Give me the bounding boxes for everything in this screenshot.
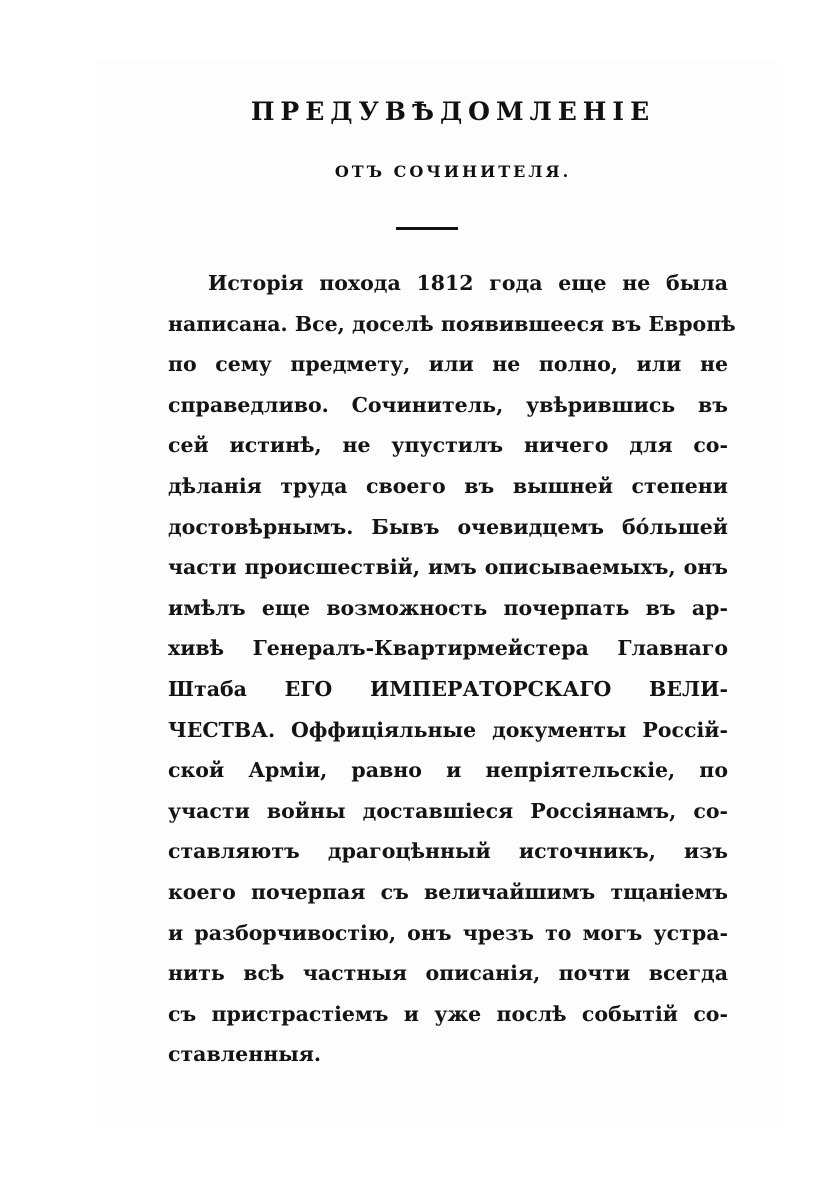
preface-paragraph (168, 263, 736, 1075)
text-line: имѣлъ еще возможность почерпать въ ар- (168, 595, 728, 620)
text-line: по сему предмету, или не полно, или не (168, 352, 728, 377)
text-line: и разборчивостію, онъ чрезъ то могъ устра- (168, 920, 728, 945)
text-line: съ пристрастіемъ и уже послѣ событій со- (168, 1001, 728, 1026)
page-title: ПРЕДУВѢДОМЛЕНІЕ (250, 97, 656, 126)
text-line: Штаба ЕГО ИМПЕРАТОРСКАГО ВЕЛИ- (168, 676, 728, 701)
text-line: хивѣ Генералъ-Квартирмейстера Главнаго (168, 636, 728, 661)
text-line: участи войны доставшіеся Россіянамъ, со- (168, 798, 728, 823)
text-line: дѣланія труда своего въ вышней степени (168, 473, 728, 498)
page-subtitle: ОТЪ СОЧИНИТЕЛЯ. (334, 162, 572, 181)
text-line: достовѣрнымъ. Бывъ очевидцемъ бо́льшей (168, 514, 728, 539)
text-line: Исторія похода 1812 года еще не была (208, 271, 728, 295)
text-line: коего почерпая съ величайшимъ тщаніемъ (168, 879, 728, 904)
title-divider (396, 227, 458, 230)
text-line: написана. Все, доселѣ появившееся въ Европѣ (168, 311, 736, 336)
text-line: справедливо. Сочинитель, увѣрившись въ (168, 392, 728, 417)
text-line: сей истинѣ, не упустилъ ничего для со- (168, 433, 728, 458)
text-line: ЧЕСТВА. Оффиціяльные документы Россій- (168, 717, 728, 742)
text-line: части происшествій, имъ описываемыхъ, онъ (168, 555, 728, 580)
text-line: ставленныя. (168, 1042, 322, 1067)
text-line: ставляютъ драгоцѣнный источникъ, изъ (168, 839, 728, 864)
text-line: ской Арміи, равно и непріятельскіе, по (168, 758, 728, 783)
text-line: нить всѣ частныя описанія, почти всегда (168, 961, 728, 986)
